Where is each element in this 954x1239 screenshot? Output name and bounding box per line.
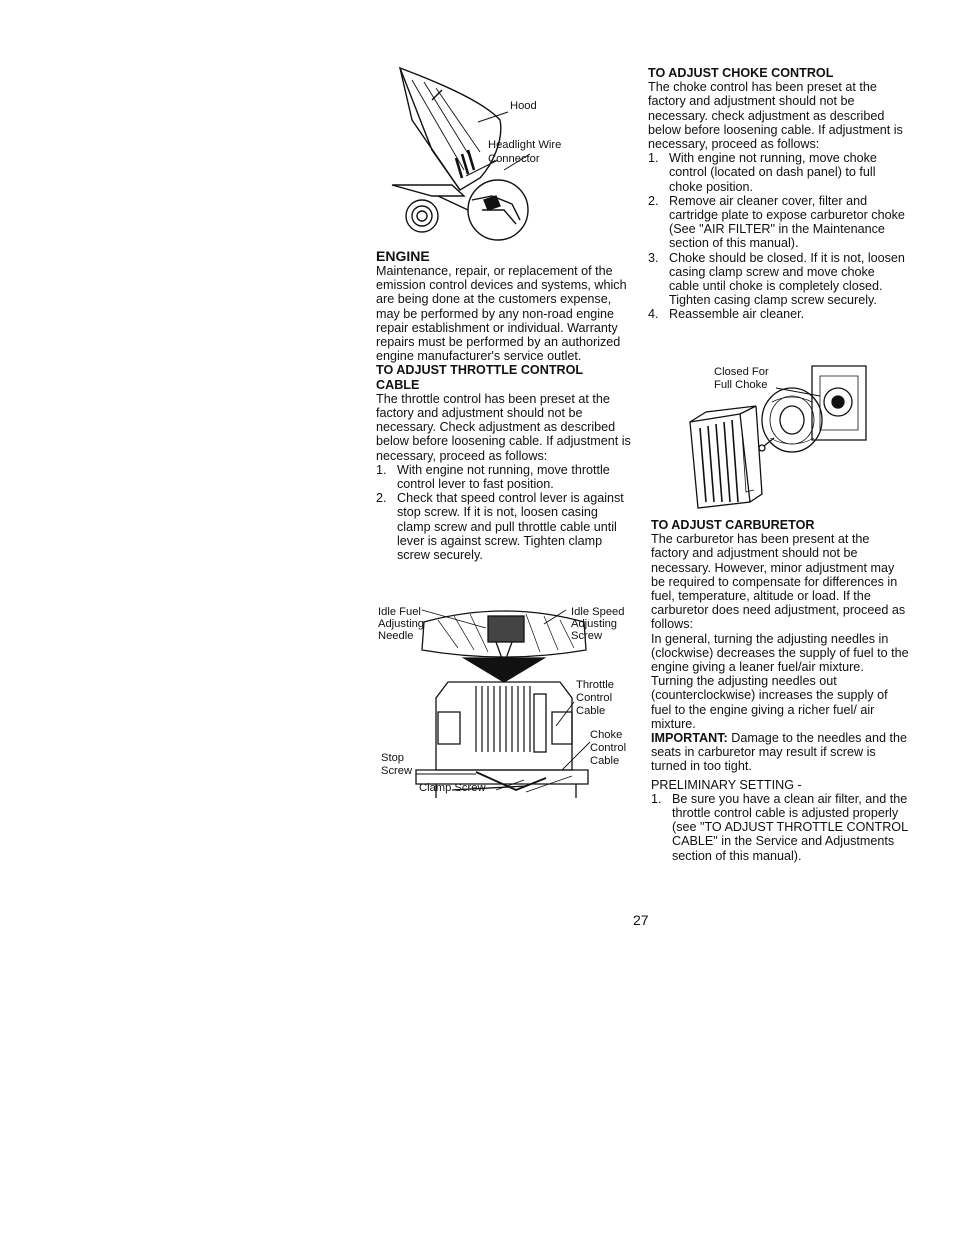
important-text: Damage to the needles and the seats in carburetor may result if screw is turned in too tight. bbox=[651, 731, 907, 774]
list-item: 4. Reassemble air cleaner. bbox=[648, 307, 805, 322]
important-label: IMPORTANT: bbox=[651, 731, 728, 746]
list-item: 1. Be sure you have a clean air filter, and the throttle control cable is adjusted properly (see "TO ADJUST THROTTLE CONTROL CABLE" in the Service and Adjustments section of this manual). bbox=[651, 791, 908, 863]
carburetor-body-2: In general, turning the adjusting needles in (clockwise) decreases the supply of fuel to the engine giving a leaner fuel/air mixture. Turning the adjusting needles out (counterclockwise) increases the supply of fuel to the engine giving a richer fuel/ air mixture. bbox=[651, 631, 909, 731]
choke-cable-label-2: Control bbox=[590, 742, 627, 754]
idle-fuel-label-2: Adjusting bbox=[378, 618, 425, 630]
choke-cable-label-1: Choke bbox=[590, 729, 623, 741]
throttle-steps bbox=[376, 463, 632, 562]
stop-screw-label-2: Screw bbox=[381, 765, 413, 777]
important-note bbox=[651, 731, 909, 774]
throttle-heading-2: CABLE bbox=[376, 377, 420, 392]
idle-fuel-label-3: Needle bbox=[378, 630, 414, 642]
throttle-heading-1: TO ADJUST THROTTLE CONTROL bbox=[376, 363, 584, 378]
closed-for-label-1: Closed For bbox=[714, 366, 769, 378]
choke-body: The choke control has been preset at the factory and adjustment should not be necessary. check adjustment as described below before loosening cable. If adjustment is necessary, proceed as follows: bbox=[648, 80, 903, 152]
idle-speed-label-1: Idle Speed bbox=[571, 606, 625, 618]
clamp-screw-label: Clamp Screw bbox=[419, 782, 486, 794]
hood-label: Hood bbox=[510, 100, 537, 112]
right-column-upper bbox=[648, 66, 908, 322]
stop-screw-label-1: Stop bbox=[381, 752, 405, 764]
preliminary-heading: PRELIMINARY SETTING - bbox=[651, 777, 802, 792]
choke-heading: TO ADJUST CHOKE CONTROL bbox=[648, 66, 834, 80]
throttle-cable-label-1: Throttle bbox=[576, 679, 614, 691]
throttle-body: The throttle control has been preset at the factory and adjustment should not be necessary. Check adjustment as described below before loosening cable. If adjustment is necessary, proceed as follows: bbox=[376, 391, 631, 463]
list-item: 2. Remove air cleaner cover, filter and cartridge plate to expose carburetor choke (See "AIR FILTER" in the Maintenance section of this manual). bbox=[648, 193, 905, 251]
list-item: 1. With engine not running, move throttle control lever to fast position. bbox=[376, 462, 610, 492]
engine-heading: ENGINE bbox=[376, 248, 430, 264]
right-column-lower bbox=[651, 518, 909, 863]
choke-steps bbox=[648, 151, 908, 321]
idle-speed-label-3: Screw bbox=[571, 630, 603, 642]
choke-figure bbox=[680, 362, 880, 512]
list-item: 1. With engine not running, move choke control (located on dash panel) to full choke position. bbox=[648, 151, 877, 194]
carburetor-steps bbox=[651, 792, 909, 863]
throttle-cable-label-3: Cable bbox=[576, 705, 606, 717]
left-column-text bbox=[376, 248, 632, 562]
carburetor-heading: TO ADJUST CARBURETOR bbox=[651, 518, 815, 532]
headlight-label-1: Headlight Wire bbox=[488, 139, 562, 151]
engine-body: Maintenance, repair, or replacement of the emission control devices and systems, which are being done at the customers expense, may be performed by any non-road engine repair establishment or individual. Warranty repairs must be performed by an authorized engine manufacturer's service outlet. bbox=[376, 264, 627, 364]
carburetor-body-1: The carburetor has been present at the factory and adjustment should not be necessary. However, minor adjustment may be required to compensate for differences in fuel, temperature, altitude or load. If the carburetor does need adjustment, proceed as follows: bbox=[651, 532, 906, 632]
throttle-cable-label-2: Control bbox=[576, 692, 613, 704]
idle-fuel-label-1: Idle Fuel bbox=[378, 606, 421, 618]
list-item: 2. Check that speed control lever is against stop screw. If it is not, loosen casing clamp screw and pull throttle cable until lever is against screw. Tighten clamp screw securely. bbox=[376, 491, 624, 563]
list-item: 3. Choke should be closed. If it is not, loosen casing clamp screw and move choke cable until choke is completely closed. Tighten casing clamp screw securely. bbox=[648, 250, 905, 308]
headlight-label-2: Connector bbox=[488, 153, 540, 165]
choke-cable-label-3: Cable bbox=[590, 755, 620, 767]
idle-speed-label-2: Adjusting bbox=[571, 618, 618, 630]
closed-for-label-2: Full Choke bbox=[714, 379, 768, 391]
page-number: 27 bbox=[633, 912, 649, 928]
